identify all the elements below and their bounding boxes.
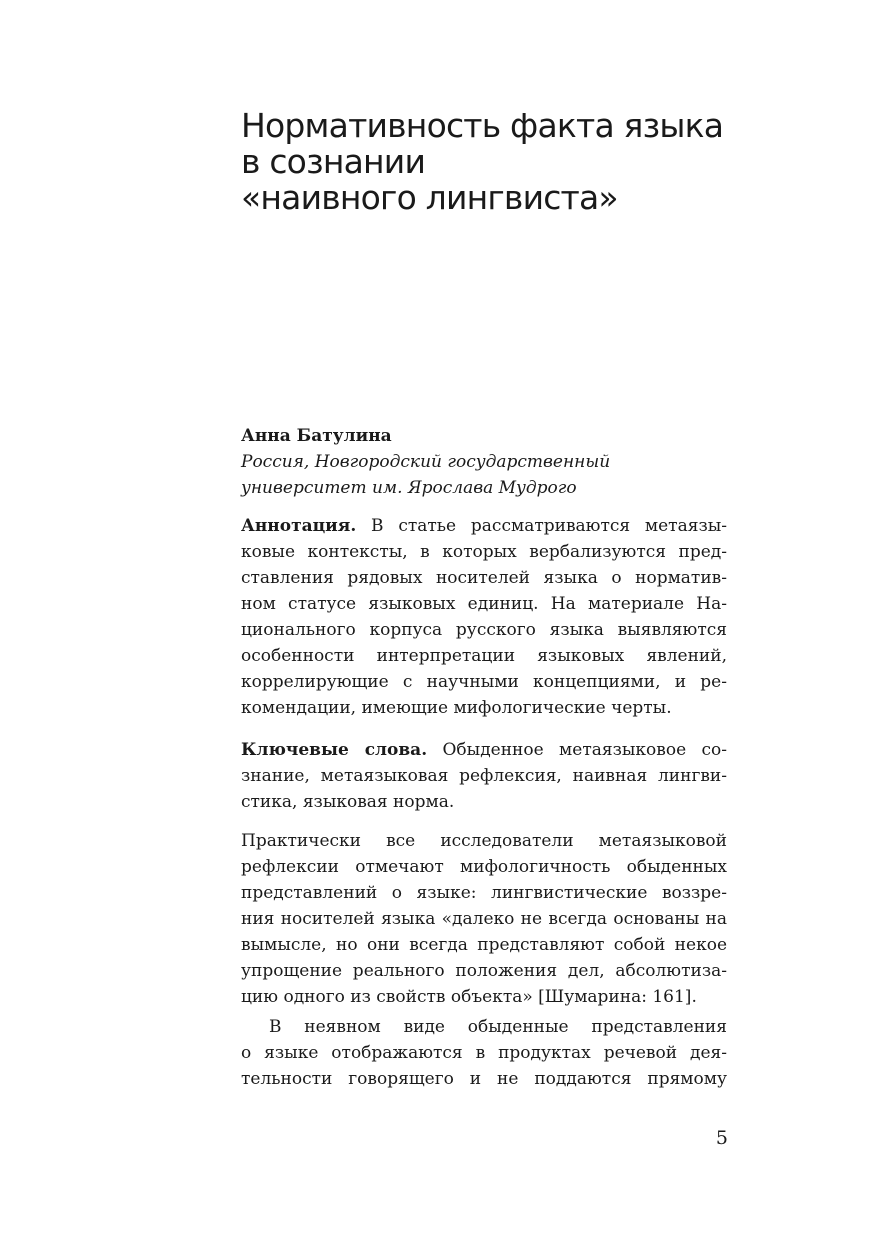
paragraph-line: В неявном виде обыденные представления xyxy=(269,1017,727,1037)
title-line: «наивного лингвиста» xyxy=(241,178,618,217)
article-title xyxy=(241,108,801,216)
title-line: Нормативность факта языка xyxy=(241,106,724,145)
keywords xyxy=(241,737,727,815)
keywords-line: стика, языковая норма. xyxy=(241,792,455,812)
paragraph-line: вымысле, но они всегда представляют собой некое xyxy=(241,935,727,955)
body-paragraph-2 xyxy=(241,1014,727,1092)
author-affiliation xyxy=(241,449,610,501)
abstract-line: коррелирующие с научными концепциями, и ре- xyxy=(241,672,727,692)
abstract-line: ном статусе языковых единиц. На материале На- xyxy=(241,594,727,614)
affiliation-line: университет им. Ярослава Мудрого xyxy=(241,478,577,498)
author-name: Анна Батулина xyxy=(241,426,392,446)
keywords-label: Ключевые слова. xyxy=(241,740,428,760)
affiliation-line: Россия, Новгородский государственный xyxy=(241,452,611,472)
abstract-line: ставления рядовых носителей языка о норматив- xyxy=(241,568,727,588)
abstract-label: Аннотация. xyxy=(241,516,357,536)
paragraph-line: представлений о языке: лингвистические воззре- xyxy=(241,883,727,903)
keywords-text: Обыденное метаязыковое со- xyxy=(427,740,727,760)
abstract-line: особенности интерпретации языковых явлений, xyxy=(241,646,727,666)
paragraph-line: Практически все исследователи метаязыковой xyxy=(241,831,727,851)
abstract xyxy=(241,513,727,721)
paragraph-line: тельности говорящего и не поддаются прямому xyxy=(241,1069,727,1089)
paragraph-line: рефлексии отмечают мифологичность обыденных xyxy=(241,857,727,877)
title-line: в сознании xyxy=(241,142,426,181)
abstract-line: комендации, имеющие мифологические черты. xyxy=(241,698,672,718)
paragraph-line: о языке отображаются в продуктах речевой дея- xyxy=(241,1043,727,1063)
abstract-line xyxy=(241,513,727,539)
paragraph-line: ния носителей языка «далеко не всегда основаны на xyxy=(241,909,727,929)
page-number: 5 xyxy=(715,1127,728,1149)
paragraph-line: упрощение реального положения дел, абсолютиза- xyxy=(241,961,727,981)
abstract-text: В статье рассматриваются метаязы- xyxy=(356,516,727,536)
keywords-line: знание, метаязыковая рефлексия, наивная лингви- xyxy=(241,766,727,786)
keywords-line xyxy=(241,737,727,763)
body-paragraph-1 xyxy=(241,828,727,1010)
abstract-line: ционального корпуса русского языка выявляются xyxy=(241,620,727,640)
paragraph-line: цию одного из свойств объекта» [Шумарина: 161]. xyxy=(241,987,697,1007)
abstract-line: ковые контексты, в которых вербализуются пред- xyxy=(241,542,727,562)
